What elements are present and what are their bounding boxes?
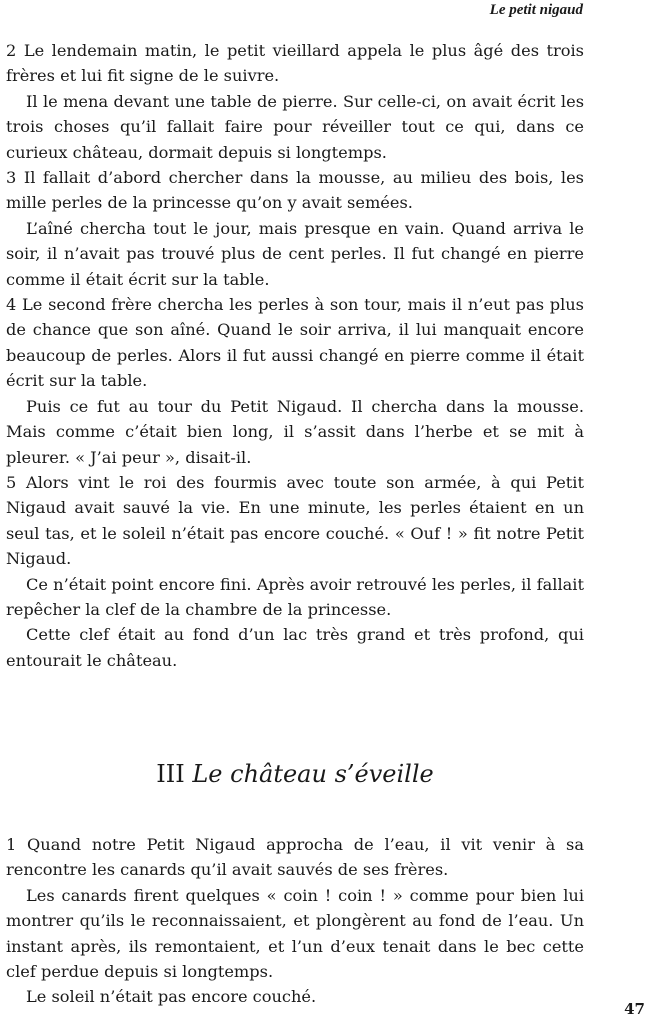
chapter-title: Le château s’éveille: [192, 760, 434, 788]
paragraph: 2 Le lendemain matin, le petit vieillard appela le plus âgé des trois frères et lui fit signe de le suivre.: [6, 41, 584, 86]
chapter-heading: [0, 760, 590, 788]
paragraph: 4 Le second frère chercha les perles à son tour, mais il n’eut pas plus de chance que son aîné. Quand le soir arriva, il lui manquait encore beaucoup de perles. Alors il fut aussi changé en pierre comme il était écrit sur la table.: [6, 295, 584, 391]
paragraph: Puis ce fut au tour du Petit Nigaud. Il chercha dans la mousse. Mais comme c’était bien long, il s’assit dans l’herbe et se mit à pleurer. « J’ai peur », disait-il.: [6, 396, 584, 467]
paragraph: L’aîné chercha tout le jour, mais presque en vain. Quand arriva le soir, il n’avait pas trouvé plus de cent perles. Il fut changé en pierre comme il était écrit sur la table.: [6, 218, 584, 289]
paragraph: 3 Il fallait d’abord chercher dans la mousse, au milieu des bois, les mille perles de la princesse qu’on y avait semées.: [6, 168, 584, 213]
paragraph: Le soleil n’était pas encore couché.: [26, 987, 317, 1007]
paragraph: Les canards firent quelques « coin ! coin ! » comme pour bien lui montrer qu’ils le reconnaissaient, et plongèrent au fond de l’eau. Un instant après, ils remontaient, et l’un d’eux tenait dans le bec cette clef perdue depuis si longtemps.: [6, 885, 584, 982]
paragraph: 5 Alors vint le roi des fourmis avec toute son armée, à qui Petit Nigaud avait sauvé la vie. En une minute, les perles étaient en un seul tas, et le soleil n’était pas encore couché. « Ouf ! » fit notre Petit Nigaud.: [6, 472, 584, 569]
running-header: Le petit nigaud: [489, 2, 583, 18]
story-section-2: [6, 832, 584, 1010]
story-section-1: [6, 38, 584, 673]
paragraph: Il le mena devant une table de pierre. Sur celle-ci, on avait écrit les trois choses qu’il fallait faire pour réveiller tout ce qui, dans ce curieux château, dormait depuis si longtemps.: [6, 91, 584, 162]
paragraph: Cette clef était au fond d’un lac très grand et très profond, qui entourait le château.: [6, 625, 584, 670]
paragraph: 1 Quand notre Petit Nigaud approcha de l’eau, il vit venir à sa rencontre les canards qu’il avait sauvés de ses frères.: [6, 835, 584, 880]
paragraph: Ce n’était point encore fini. Après avoir retrouvé les perles, il fallait repêcher la clef de la chambre de la princesse.: [6, 574, 584, 619]
chapter-numeral: III: [156, 760, 185, 788]
page-number: 47: [624, 1000, 645, 1018]
